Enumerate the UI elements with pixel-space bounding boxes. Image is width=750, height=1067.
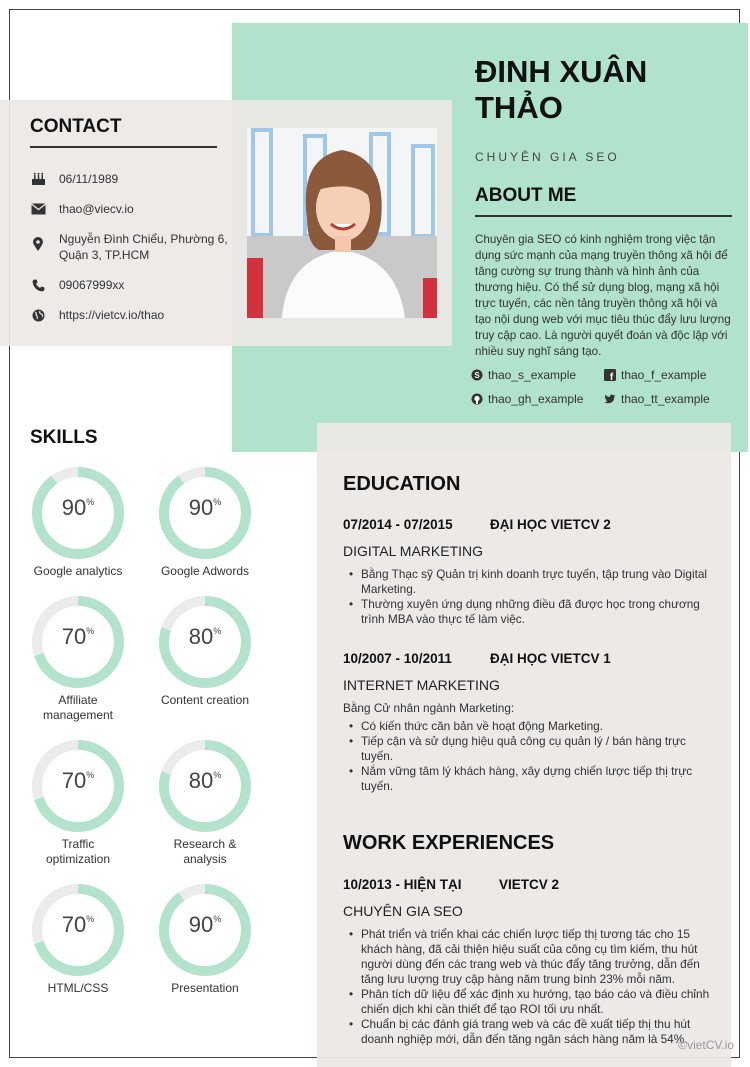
social-skype-text: thao_s_example xyxy=(488,368,577,382)
skill-percent: 70% xyxy=(61,912,95,937)
skill-percent: 80% xyxy=(188,768,222,793)
skill-label: Traffic optimization xyxy=(45,837,111,866)
skill-label: Research & analysis xyxy=(173,837,237,866)
contact-phone[interactable] xyxy=(30,277,229,293)
list-item: • Có kiến thức căn bản về hoạt động Marketing. xyxy=(343,719,715,734)
about-divider xyxy=(475,215,732,217)
about-title: ABOUT ME xyxy=(475,185,577,206)
list-item: • Phát triển và triển khai các chiến lược tiếp thị tương tác cho 15 khách hàng, đã cải thiện hiệu suất của công cụ tìm kiếm, thu hút người dùng đến các trang web và thúc đẩy tăng trưởng, dẫn đến tăng lưu lượng truy cập hàng năm trung bình 23% mỗi năm. xyxy=(343,927,715,987)
education-title: EDUCATION xyxy=(343,473,461,495)
skill-percent: 90% xyxy=(188,912,222,937)
social-facebook[interactable] xyxy=(604,368,706,382)
skill-percent: 70% xyxy=(61,768,95,793)
education-1-subtitle: DIGITAL MARKETING xyxy=(343,543,484,559)
contact-birthday-text: 06/11/1989 xyxy=(59,172,119,186)
work-1-date: 10/2013 - HIỆN TẠI xyxy=(343,877,462,892)
education-1-org: ĐẠI HỌC VIETCV 2 xyxy=(490,517,611,532)
contact-divider xyxy=(30,146,217,148)
skill-item xyxy=(18,465,138,579)
skype-icon xyxy=(471,369,483,381)
contact-address xyxy=(30,231,229,263)
list-item: • Phân tích dữ liệu để xác định xu hướng, tạo báo cáo và điều chỉnh chiến dịch khi cần thiết để tạo ROI tối ưu nhất. xyxy=(343,987,715,1017)
skill-item xyxy=(145,594,265,708)
skill-label: Presentation xyxy=(171,981,239,995)
contact-email[interactable] xyxy=(30,201,229,217)
contact-title: CONTACT xyxy=(30,116,122,137)
skill-item xyxy=(145,882,265,996)
skill-item xyxy=(145,738,265,867)
education-1-date: 07/2014 - 07/2015 xyxy=(343,517,453,532)
work-1-bullets xyxy=(343,927,715,1047)
globe-icon xyxy=(32,309,45,322)
contact-phone-text: 09067999xx xyxy=(59,278,125,292)
profile-photo-illustration xyxy=(247,128,437,318)
profile-photo xyxy=(247,128,437,318)
education-2-subtitle: INTERNET MARKETING xyxy=(343,677,500,693)
contact-email-text: thao@viecv.io xyxy=(59,202,134,216)
watermark: ©vietCV.io xyxy=(678,1038,734,1052)
work-title: WORK EXPERIENCES xyxy=(343,832,555,854)
list-item: • Thường xuyên ứng dụng những điều đã được học trong chương trình MBA vào thực tế làm việc. xyxy=(343,597,715,627)
candidate-name: ĐINH XUÂN THẢO xyxy=(475,54,648,125)
skill-item xyxy=(18,882,138,996)
facebook-icon xyxy=(604,369,616,381)
education-2-bullets xyxy=(343,719,715,794)
contact-website[interactable] xyxy=(30,307,229,323)
twitter-icon xyxy=(604,393,616,405)
work-1-org: VIETCV 2 xyxy=(499,877,560,892)
skill-label: Google Adwords xyxy=(160,564,250,578)
social-github[interactable] xyxy=(471,392,583,406)
education-2-date: 10/2007 - 10/2011 xyxy=(343,651,452,666)
candidate-role: CHUYÊN GIA SEO xyxy=(475,150,620,164)
skill-label: Content creation xyxy=(160,693,250,707)
skill-percent: 80% xyxy=(188,624,222,649)
skill-percent: 90% xyxy=(188,495,222,520)
envelope-icon xyxy=(31,203,46,215)
list-item: • Chuẩn bị các đánh giá trang web và các đề xuất tiếp thị thu hút doanh nghiệp mới, dẫn đến tăng ngân sách hàng năm là 54%. xyxy=(343,1017,715,1047)
skills-title: SKILLS xyxy=(30,427,98,448)
skill-item xyxy=(18,738,138,867)
list-item: • Bằng Thạc sỹ Quản trị kinh doanh trực tuyến, tập trung vào Digital Marketing. xyxy=(343,567,715,597)
social-twitter[interactable] xyxy=(604,392,710,406)
github-icon xyxy=(471,393,483,405)
social-github-text: thao_gh_example xyxy=(488,392,584,406)
skill-percent: 90% xyxy=(61,495,95,520)
skill-label: Affiliate management xyxy=(42,693,114,722)
skill-label: Google analytics xyxy=(33,564,123,578)
list-item: • Nắm vững tâm lý khách hàng, xây dựng chiến lược tiếp thị trực tuyến. xyxy=(343,764,715,794)
education-1-bullets xyxy=(343,567,715,627)
skill-label: HTML/CSS xyxy=(47,981,109,995)
social-twitter-text: thao_tt_example xyxy=(621,392,710,406)
skill-item xyxy=(18,594,138,723)
social-facebook-text: thao_f_example xyxy=(621,368,707,382)
map-pin-icon xyxy=(33,237,43,251)
skill-percent: 70% xyxy=(61,624,95,649)
education-2-org: ĐẠI HỌC VIETCV 1 xyxy=(490,651,611,666)
contact-address-text: Nguyễn Đình Chiểu, Phường 6, Quận 3, TP.HCM xyxy=(59,232,228,262)
phone-icon xyxy=(32,279,45,292)
list-item: • Tiếp cận và sử dụng hiệu quả công cụ quản lý / bán hàng trực tuyến. xyxy=(343,734,715,764)
social-skype[interactable] xyxy=(471,368,576,382)
work-1-subtitle: CHUYÊN GIA SEO xyxy=(343,903,463,919)
education-2-description: Bằng Cử nhân ngành Marketing: xyxy=(343,701,515,715)
skill-item xyxy=(145,465,265,579)
svg-text:S: S xyxy=(474,371,480,380)
about-text: Chuyên gia SEO có kinh nghiệm trong việc tận dụng sức mạnh của mạng truyền thông xã hội để tăng cường sự trung thành và hình ảnh của thương hiệu. Có thể sử dụng blog, mạng xã hội trực tuyến, các nền tảng truyền thông xã hội và tạo nội dung web với mục tiêu thúc đẩy lưu lượng truy cập cao. Là người quyết đoán và độc lập với nhiều suy nghĩ sáng tạo. xyxy=(475,233,731,358)
contact-birthday xyxy=(30,171,229,187)
svg-text:f: f xyxy=(609,372,614,381)
birthday-cake-icon xyxy=(31,172,46,186)
contact-website-text: https://vietcv.io/thao xyxy=(59,308,165,322)
